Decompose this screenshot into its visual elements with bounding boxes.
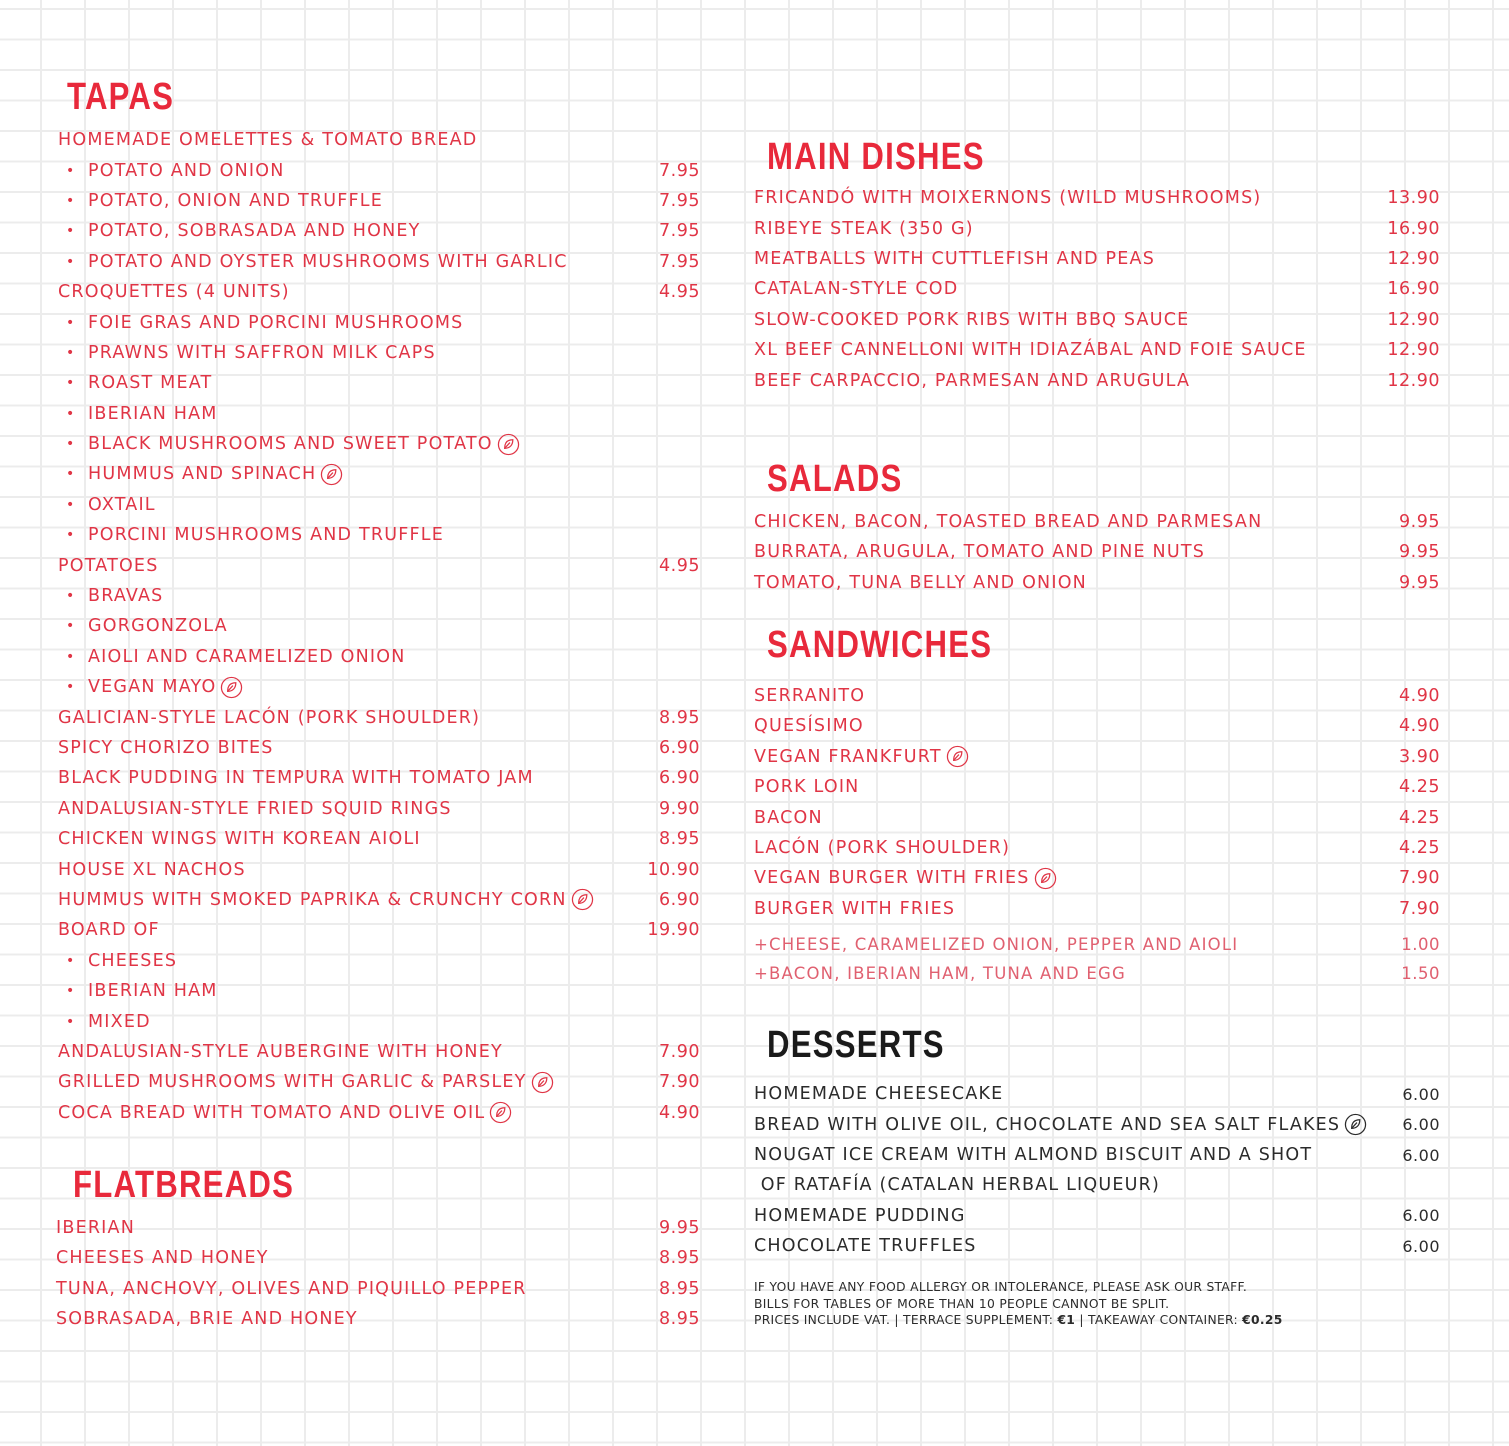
menu-item-name <box>754 745 969 768</box>
bills-note: BILLS FOR TABLES OF MORE THAN 10 PEOPLE CANNOT BE SPLIT. <box>754 1296 1170 1311</box>
menu-item-name <box>754 340 1307 360</box>
menu-item-label: PORK LOIN <box>754 777 860 798</box>
bullet-icon: • <box>66 162 76 179</box>
menu-item-label: CROQUETTES (4 UNITS) <box>58 282 290 303</box>
vegan-leaf-icon <box>946 745 969 768</box>
bullet-icon: • <box>66 466 76 483</box>
menu-item <box>754 894 1440 924</box>
menu-item-name <box>58 252 568 272</box>
menu-item-name <box>754 1175 1160 1195</box>
menu-item <box>58 216 700 246</box>
menu-item <box>754 1201 1440 1231</box>
takeaway-note-text: | TAKEAWAY CONTAINER: <box>1075 1313 1243 1328</box>
menu-item <box>754 568 1440 598</box>
menu-item-name <box>58 556 159 576</box>
menu-item-name <box>58 768 534 788</box>
bullet-icon: • <box>66 496 76 513</box>
menu-item-label: GRILLED MUSHROOMS WITH GARLIC & PARSLEY <box>58 1072 527 1093</box>
bullet-icon: • <box>66 527 76 544</box>
menu-item-price: 6.90 <box>659 768 700 789</box>
menu-item <box>58 368 700 398</box>
prices-note-text: PRICES INCLUDE VAT. | TERRACE SUPPLEMENT: <box>754 1313 1058 1328</box>
menu-item-label: POTATO, ONION AND TRUFFLE <box>88 190 384 211</box>
menu-item <box>58 915 700 945</box>
menu-item-name <box>58 647 406 667</box>
menu-item-price: 7.95 <box>659 251 700 272</box>
menu-item-label: IBERIAN HAM <box>88 981 218 1002</box>
menu-item-name <box>754 1084 1003 1104</box>
vegan-leaf-icon <box>571 888 594 911</box>
tapas-list <box>58 125 700 1128</box>
menu-item-label: BLACK MUSHROOMS AND SWEET POTATO <box>88 434 493 455</box>
menu-item <box>58 429 700 459</box>
menu-item-name <box>58 1071 554 1094</box>
menu-item-name <box>754 219 974 239</box>
menu-item <box>754 711 1440 741</box>
menu-item-price: 4.90 <box>1399 716 1440 737</box>
menu-item-label: QUESÍSIMO <box>754 716 864 737</box>
menu-item <box>58 885 700 915</box>
menu-item-label: +BACON, IBERIAN HAM, TUNA AND EGG <box>754 964 1126 984</box>
menu-item-price: 6.00 <box>1402 1145 1440 1165</box>
menu-item-price: 9.95 <box>1399 542 1440 563</box>
menu-item-price: 1.50 <box>1401 964 1440 984</box>
menu-item-label: SPICY CHORIZO BITES <box>58 738 274 758</box>
menu-item-label: BLACK PUDDING IN TEMPURA WITH TOMATO JAM <box>58 768 534 789</box>
menu-item-name <box>58 708 480 728</box>
menu-item-name <box>56 1279 527 1299</box>
menu-item <box>58 824 700 854</box>
menu-item <box>754 1079 1440 1109</box>
menu-item-name <box>754 573 1087 593</box>
menu-item <box>754 507 1440 537</box>
bullet-icon: • <box>66 618 76 635</box>
menu-item-price: 7.90 <box>1399 898 1440 919</box>
menu-item <box>58 733 700 763</box>
bullet-icon: • <box>66 223 76 240</box>
sandwich-extras-list <box>754 930 1440 988</box>
bullet-icon: • <box>66 648 76 665</box>
menu-item-label: CHEESES <box>88 950 178 971</box>
bullet-icon: • <box>66 405 76 422</box>
menu-item-name <box>58 221 421 241</box>
salads-list <box>754 507 1440 598</box>
menu-item <box>58 946 700 976</box>
menu-item-name <box>58 343 436 363</box>
bullet-icon: • <box>66 314 76 331</box>
menu-item-label: TOMATO, TUNA BELLY AND ONION <box>754 572 1087 593</box>
menu-item-price: 9.95 <box>1399 511 1440 532</box>
menu-item-price: 4.95 <box>659 282 700 303</box>
main-dishes-heading: MAIN DISHES <box>767 136 985 178</box>
menu-item-label: BEEF CARPACCIO, PARMESAN AND ARUGULA <box>754 370 1191 391</box>
menu-item-label: POTATO, SOBRASADA AND HONEY <box>88 221 421 242</box>
menu-item-label: NOUGAT ICE CREAM WITH ALMOND BISCUIT AND A SHOT <box>754 1145 1313 1165</box>
menu-item-label: ANDALUSIAN-STYLE FRIED SQUID RINGS <box>58 798 452 819</box>
menu-item-label: SERRANITO <box>754 686 866 707</box>
menu-item-name <box>58 616 228 636</box>
menu-item-name <box>58 191 383 211</box>
menu-item-label: POTATO AND ONION <box>88 160 285 181</box>
menu-item-label: TUNA, ANCHOVY, OLIVES AND PIQUILLO PEPPER <box>56 1278 527 1299</box>
menu-item-label: BURRATA, ARUGULA, TOMATO AND PINE NUTS <box>754 542 1206 563</box>
menu-item-price: 8.95 <box>659 1248 700 1269</box>
menu-item-price: 8.95 <box>659 1309 700 1330</box>
menu-item-label: POTATO AND OYSTER MUSHROOMS WITH GARLIC <box>88 251 568 272</box>
menu-item <box>58 277 700 307</box>
menu-item <box>58 794 700 824</box>
menu-item <box>58 611 700 641</box>
menu-item-label: CHEESES AND HONEY <box>56 1248 269 1269</box>
menu-item-name <box>58 404 218 424</box>
menu-item-price: 4.25 <box>1399 807 1440 828</box>
vegan-leaf-icon <box>489 1101 512 1124</box>
flatbreads-heading: FLATBREADS <box>73 1163 295 1206</box>
menu-item-price: 13.90 <box>1387 188 1440 209</box>
bullet-icon: • <box>66 983 76 1000</box>
menu-item-name <box>754 542 1205 562</box>
menu-item-label: RIBEYE STEAK (350 G) <box>754 218 974 239</box>
menu-item <box>58 520 700 550</box>
menu-item-price: 7.90 <box>659 1072 700 1093</box>
menu-item-label: GALICIAN-STYLE LACÓN (PORK SHOULDER) <box>58 707 481 728</box>
bullet-icon: • <box>66 436 76 453</box>
menu-item <box>58 186 700 216</box>
menu-item-name <box>754 899 955 919</box>
flatbreads-list <box>56 1213 700 1335</box>
menu-item-name <box>58 1101 512 1124</box>
main-dishes-list <box>754 183 1440 396</box>
tapas-heading: TAPAS <box>67 76 175 118</box>
menu-item-name <box>754 964 1126 983</box>
menu-item-name <box>58 161 285 181</box>
menu-item <box>58 672 700 702</box>
bullet-icon: • <box>66 375 76 392</box>
menu-item-name <box>754 188 1261 208</box>
menu-item-price: 16.90 <box>1387 218 1440 239</box>
menu-item-price: 4.90 <box>659 1102 700 1123</box>
bullet-icon: • <box>66 588 76 605</box>
menu-item-name <box>58 433 520 456</box>
menu-item <box>754 681 1440 711</box>
menu-item <box>754 183 1440 213</box>
bullet-icon: • <box>66 344 76 361</box>
menu-item-price: 16.90 <box>1387 279 1440 300</box>
prices-note <box>754 1312 1440 1329</box>
menu-item-price: 6.00 <box>1402 1084 1440 1104</box>
menu-item <box>58 1067 700 1097</box>
menu-item-label: COCA BREAD WITH TOMATO AND OLIVE OIL <box>58 1102 486 1123</box>
menu-item-price: 7.95 <box>659 190 700 211</box>
menu-item <box>58 125 700 155</box>
menu-item-name <box>58 920 160 940</box>
menu-item-price: 4.95 <box>659 555 700 576</box>
menu-item-name <box>58 888 594 911</box>
menu-item <box>754 959 1440 988</box>
menu-item-name <box>754 867 1057 890</box>
takeaway-container-price: €0.25 <box>1242 1313 1283 1328</box>
menu-item <box>754 335 1440 365</box>
menu-item-price: 9.90 <box>659 798 700 819</box>
menu-item-label: CHOCOLATE TRUFFLES <box>754 1236 977 1257</box>
menu-item-label: HOMEMADE OMELETTES & TOMATO BREAD <box>58 130 478 151</box>
menu-item <box>56 1243 700 1273</box>
menu-item-label: CATALAN-STYLE COD <box>754 279 959 300</box>
menu-item-label: ROAST MEAT <box>88 373 213 394</box>
menu-item-name <box>58 1042 503 1062</box>
menu-item-name <box>56 1218 135 1238</box>
bullet-icon: • <box>66 192 76 209</box>
menu-item-price: 10.90 <box>647 859 700 880</box>
sandwiches-heading: SANDWICHES <box>767 623 993 666</box>
menu-item <box>58 642 700 672</box>
menu-item <box>754 742 1440 772</box>
menu-item-name <box>754 716 864 736</box>
menu-item <box>58 247 700 277</box>
vegan-leaf-icon <box>1344 1113 1367 1136</box>
menu-item <box>56 1274 700 1304</box>
menu-item <box>58 307 700 337</box>
vegan-leaf-icon <box>497 433 520 456</box>
menu-item-label: FRICANDÓ WITH MOIXERNONS (WILD MUSHROOMS) <box>754 188 1262 209</box>
menu-item-label: OF RATAFÍA (CATALAN HERBAL LIQUEUR) <box>754 1175 1161 1196</box>
vegan-leaf-icon <box>320 463 343 486</box>
terrace-supplement: €1 <box>1057 1313 1076 1328</box>
menu-item-name <box>58 1012 151 1032</box>
menu-item-label: IBERIAN HAM <box>88 403 218 424</box>
menu-item-price: 8.95 <box>659 829 700 850</box>
menu-item <box>754 1109 1440 1139</box>
menu-item-label: +CHEESE, CARAMELIZED ONION, PEPPER AND AIOLI <box>754 935 1239 955</box>
menu-item-name <box>58 282 290 302</box>
menu-item <box>754 244 1440 274</box>
menu-item-label: PRAWNS WITH SAFFRON MILK CAPS <box>88 342 436 363</box>
menu-item-label: BRAVAS <box>88 586 164 607</box>
menu-item <box>58 459 700 489</box>
menu-item <box>58 490 700 520</box>
menu-item-label: VEGAN FRANKFURT <box>754 746 942 767</box>
menu-item-name <box>58 586 163 606</box>
menu-item-price: 1.00 <box>1401 935 1440 955</box>
menu-item-name <box>754 310 1189 330</box>
menu-item-label: FOIE GRAS AND PORCINI MUSHROOMS <box>88 312 464 333</box>
menu-item-price: 12.90 <box>1387 370 1440 391</box>
menu-item-label: CHICKEN WINGS WITH KOREAN AIOLI <box>58 829 421 850</box>
menu-item-label: HOUSE XL NACHOS <box>58 859 246 880</box>
menu-item-label: PORCINI MUSHROOMS AND TRUFFLE <box>88 525 444 546</box>
menu-item-price: 4.90 <box>1399 686 1440 707</box>
menu-item-price: 9.95 <box>1399 572 1440 593</box>
menu-item <box>58 763 700 793</box>
menu-item <box>754 1170 1440 1200</box>
menu-item <box>754 833 1440 863</box>
menu-item-label: IBERIAN <box>56 1218 136 1239</box>
menu-item <box>754 537 1440 567</box>
menu-item-label: VEGAN MAYO <box>88 677 217 698</box>
menu-item <box>58 854 700 884</box>
menu-item-name <box>754 808 823 828</box>
menu-item-name <box>56 1248 269 1268</box>
menu-item-price: 7.90 <box>1399 868 1440 889</box>
menu-item-label: HUMMUS WITH SMOKED PAPRIKA & CRUNCHY CORN <box>58 889 567 910</box>
menu-item-name <box>58 799 452 819</box>
menu-item-price: 3.90 <box>1399 746 1440 767</box>
menu-item-label: BREAD WITH OLIVE OIL, CHOCOLATE AND SEA SALT FLAKES <box>754 1114 1341 1135</box>
menu-item <box>58 338 700 368</box>
vegan-leaf-icon <box>531 1071 554 1094</box>
menu-item-label: SOBRASADA, BRIE AND HONEY <box>56 1309 358 1330</box>
menu-item-label: HOMEMADE PUDDING <box>754 1205 966 1226</box>
menu-item <box>58 155 700 185</box>
menu-item-name <box>754 371 1190 391</box>
menu-item <box>754 1140 1440 1170</box>
menu-item <box>58 1037 700 1067</box>
menu-item-name <box>58 463 343 486</box>
menu-item-name <box>754 1145 1312 1165</box>
menu-item-price: 7.90 <box>659 1041 700 1062</box>
menu-item-price: 12.90 <box>1387 309 1440 330</box>
menu-item-price: 8.95 <box>659 707 700 728</box>
menu-item-label: HOMEMADE CHEESECAKE <box>754 1084 1004 1105</box>
menu-item-name <box>754 1236 977 1256</box>
menu-item <box>754 305 1440 335</box>
menu-item-price: 12.90 <box>1387 340 1440 361</box>
menu-item <box>754 1231 1440 1261</box>
menu-item-name <box>58 981 218 1001</box>
menu-item <box>754 930 1440 959</box>
menu-item-name <box>754 279 958 299</box>
salads-heading: SALADS <box>767 457 903 500</box>
menu-item <box>58 702 700 732</box>
menu-item-name <box>58 495 156 515</box>
desserts-list <box>754 1079 1440 1261</box>
menu-item-name <box>754 512 1262 532</box>
menu-item-label: BACON <box>754 807 823 828</box>
menu-item-name <box>58 738 274 758</box>
menu-item-label: ANDALUSIAN-STYLE AUBERGINE WITH HONEY <box>58 1041 503 1062</box>
menu-item <box>58 581 700 611</box>
menu-item <box>58 1098 700 1128</box>
menu-item <box>754 802 1440 832</box>
menu-item-price: 12.90 <box>1387 248 1440 269</box>
menu-item-name <box>754 686 865 706</box>
vegan-leaf-icon <box>220 676 243 699</box>
menu-item <box>754 213 1440 243</box>
menu-item-label: LACÓN (PORK SHOULDER) <box>754 838 1011 859</box>
menu-item <box>754 365 1440 395</box>
menu-item-label: VEGAN BURGER WITH FRIES <box>754 868 1030 889</box>
menu-item-name <box>58 313 463 333</box>
menu-item-name <box>754 935 1238 954</box>
menu-item-label: XL BEEF CANNELLONI WITH IDIAZÁBAL AND FOIE SAUCE <box>754 340 1307 361</box>
menu-item-label: CHICKEN, BACON, TOASTED BREAD AND PARMESAN <box>754 511 1263 532</box>
menu-item-label: MIXED <box>88 1011 151 1032</box>
menu-item-name <box>58 829 421 849</box>
menu-item-label: OXTAIL <box>88 494 156 515</box>
menu-item-price: 4.25 <box>1399 777 1440 798</box>
bullet-icon: • <box>66 679 76 696</box>
menu-item-label: GORGONZOLA <box>88 616 228 637</box>
allergy-note: IF YOU HAVE ANY FOOD ALLERGY OR INTOLERANCE, PLEASE ASK OUR STAFF. <box>754 1280 1248 1295</box>
menu-item-price: 4.25 <box>1399 838 1440 859</box>
menu-item-label: POTATOES <box>58 555 159 576</box>
sandwiches-list <box>754 681 1440 924</box>
menu-item-name <box>754 777 859 797</box>
menu-item-price: 6.00 <box>1402 1115 1440 1135</box>
menu-item <box>754 772 1440 802</box>
menu-item-price: 8.95 <box>659 1278 700 1299</box>
menu-item-name <box>754 249 1155 269</box>
menu-item-price: 19.90 <box>647 920 700 941</box>
menu-item-name <box>58 525 444 545</box>
bullet-icon: • <box>66 952 76 969</box>
menu-item-label: HUMMUS AND SPINACH <box>88 464 317 485</box>
bullet-icon: • <box>66 253 76 270</box>
menu-item-name <box>58 860 246 880</box>
menu-notes <box>754 1279 1440 1329</box>
menu-item-price: 6.90 <box>659 889 700 910</box>
menu-item-label: AIOLI AND CARAMELIZED ONION <box>88 646 406 667</box>
vegan-leaf-icon <box>1034 867 1057 890</box>
bullet-icon: • <box>66 1013 76 1030</box>
menu-item <box>56 1213 700 1243</box>
menu-item-name <box>58 951 177 971</box>
menu-item-name <box>754 1113 1367 1136</box>
menu-item-label: MEATBALLS WITH CUTTLEFISH AND PEAS <box>754 248 1156 269</box>
menu-item-price: 7.95 <box>659 221 700 242</box>
menu-item-price: 6.00 <box>1402 1206 1440 1226</box>
menu-item-price: 6.90 <box>659 738 700 758</box>
menu-item <box>56 1304 700 1334</box>
menu-item <box>58 1006 700 1036</box>
tapas-column <box>58 76 700 1334</box>
menu-item-label: BOARD OF <box>58 920 160 941</box>
menu-item-price: 7.95 <box>659 160 700 181</box>
menu-item-name <box>754 838 1010 858</box>
menu-item-name <box>754 1206 966 1226</box>
menu-item-name <box>56 1309 358 1329</box>
right-column <box>754 136 1440 1329</box>
menu-item <box>754 274 1440 304</box>
menu-item-name <box>58 373 212 393</box>
menu-item <box>754 863 1440 893</box>
menu-item <box>58 976 700 1006</box>
menu-item-price: 6.00 <box>1402 1236 1440 1256</box>
menu-item-label: BURGER WITH FRIES <box>754 898 956 919</box>
menu-item-price: 9.95 <box>659 1218 700 1239</box>
menu-item <box>58 399 700 429</box>
menu-item-label: SLOW-COOKED PORK RIBS WITH BBQ SAUCE <box>754 309 1190 330</box>
menu-item-name <box>58 676 243 699</box>
menu-item-name <box>58 130 477 150</box>
desserts-heading: DESSERTS <box>767 1024 945 1067</box>
menu-item <box>58 550 700 580</box>
